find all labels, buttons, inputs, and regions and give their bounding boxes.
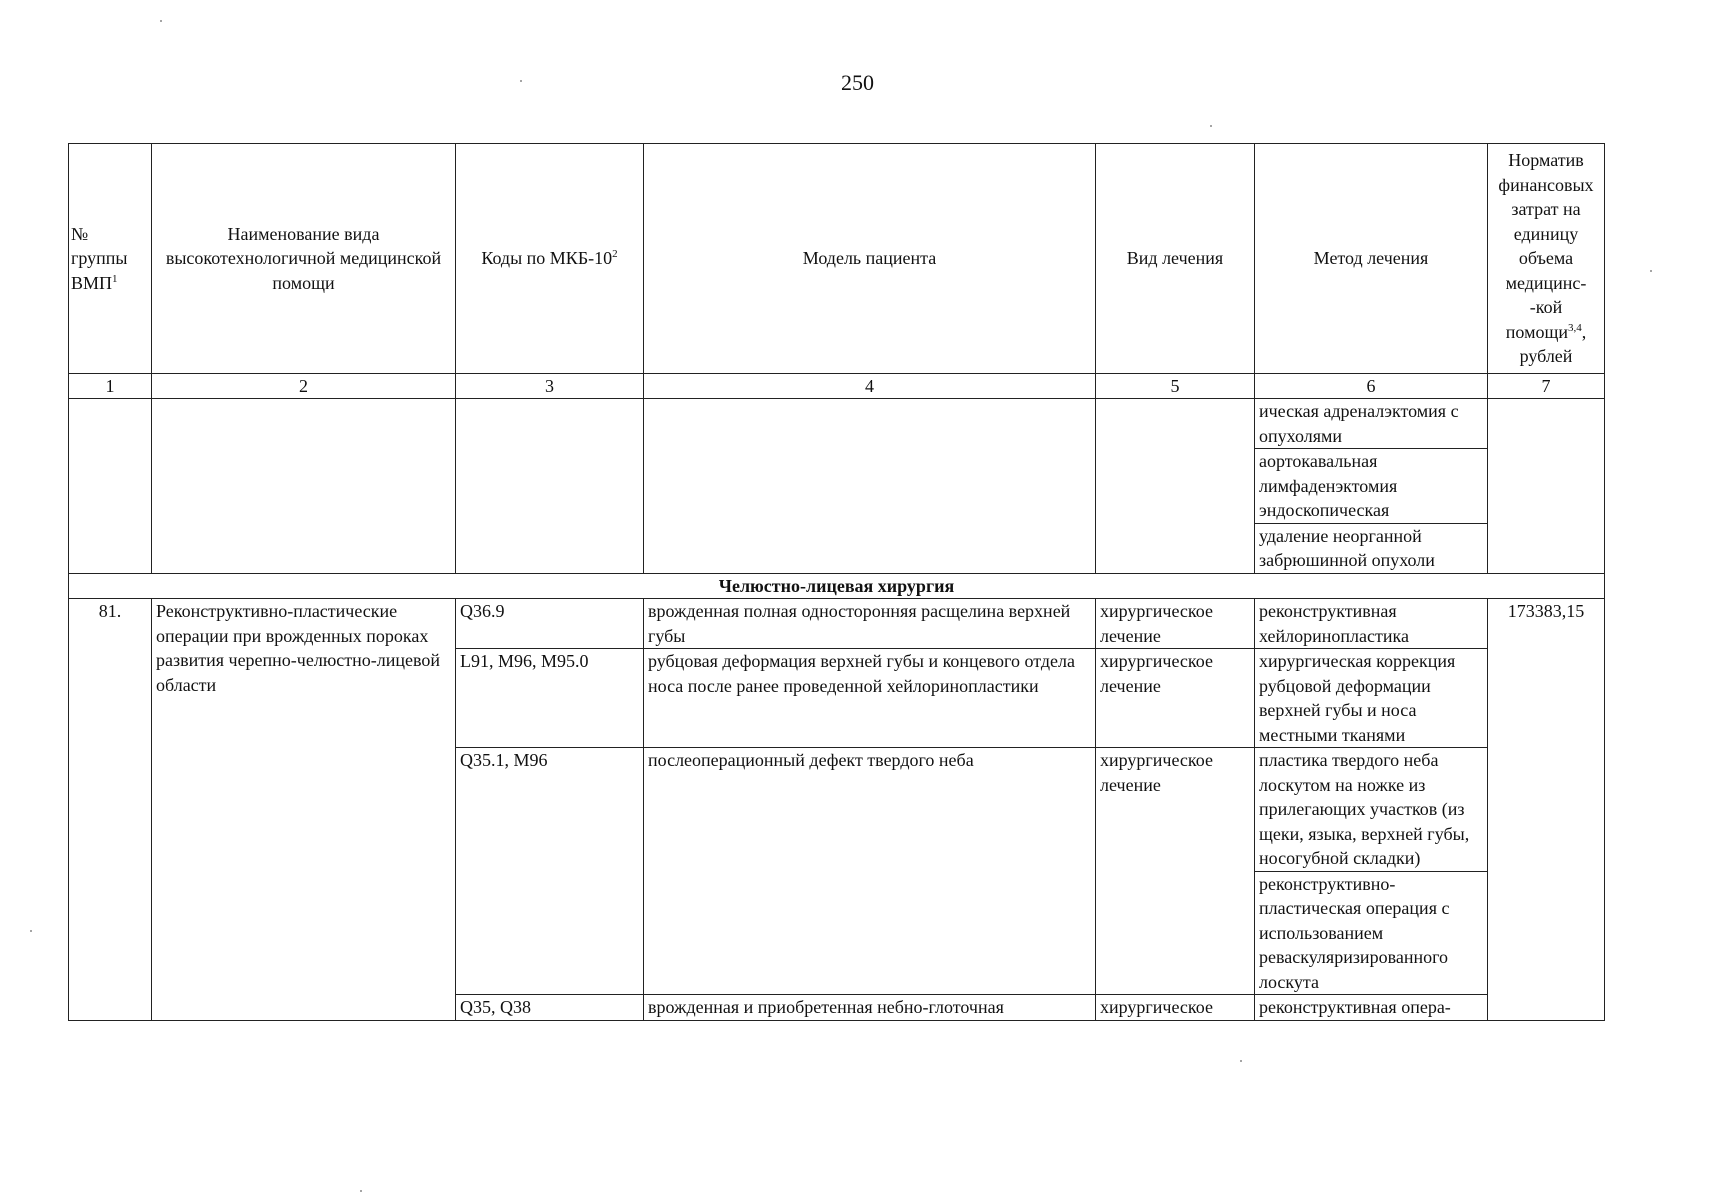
table-cell (69, 399, 152, 574)
method-list (1255, 599, 1488, 649)
column-number: 1 (69, 373, 152, 399)
vmp-table (68, 143, 1605, 1021)
continuation-row (69, 399, 1605, 574)
method-item: реконструктивная опера- (1259, 997, 1451, 1017)
page-number: 250 (841, 70, 874, 95)
table-cell (1488, 399, 1605, 574)
header-treatment-method: Метод лечения (1255, 144, 1488, 374)
column-number: 6 (1255, 373, 1488, 399)
method-list (1255, 399, 1488, 574)
section-row (69, 573, 1605, 599)
scan-speck (520, 80, 522, 82)
cost-norm: 173383,15 (1488, 599, 1605, 1021)
section-title: Челюстно-лицевая хирургия (69, 573, 1605, 599)
treatment-type: хирургическое (1096, 995, 1255, 1021)
header-patient-model: Модель пациента (644, 144, 1096, 374)
scan-speck (160, 20, 162, 22)
table-cell (152, 399, 456, 574)
column-number: 3 (456, 373, 644, 399)
column-number: 7 (1488, 373, 1605, 399)
patient-model: врожденная и приобретенная небно-глоточная (644, 995, 1096, 1021)
column-number: 2 (152, 373, 456, 399)
method-item: пластика твердого неба лоскутом на ножке из прилегающих участков (из щеки, языка, верхней губы, носогубной складки) (1255, 748, 1487, 872)
scan-speck (360, 1190, 362, 1192)
header-icd-codes: Коды по МКБ-$10^2$ (456, 144, 644, 374)
treatment-type: хирургическое лечение (1096, 599, 1255, 649)
column-number: 5 (1096, 373, 1255, 399)
header-row (69, 144, 1605, 374)
method-list (1255, 995, 1488, 1021)
scan-speck (1650, 270, 1652, 272)
table-cell (644, 399, 1096, 574)
method-item: аортокавальная лимфаденэктомия эндоскопическая (1255, 449, 1487, 524)
icd-codes: Q35, Q38 (456, 995, 644, 1021)
header-care-type: Наименование вида высокотехнологичной медицинской помощи (152, 144, 456, 374)
icd-codes: L91, M96, M95.0 (456, 649, 644, 748)
scan-speck (1210, 125, 1212, 127)
treatment-type: хирургическое лечение (1096, 649, 1255, 748)
method-list (1255, 748, 1488, 995)
method-item: удаление неорганной забрюшинной опухоли (1259, 525, 1435, 570)
icd-codes: Q36.9 (456, 599, 644, 649)
patient-model: послеоперационный дефект твердого неба (644, 748, 1096, 995)
patient-model: врожденная полная односторонняя расщелина верхней губы (644, 599, 1096, 649)
table-cell (456, 399, 644, 574)
method-item: хирургическая коррекция рубцовой деформации верхней губы и носа местными тканями (1259, 651, 1456, 745)
method-item: ическая адреналэктомия с опухолями (1255, 399, 1487, 449)
scan-speck (1240, 1060, 1242, 1062)
header-cost-norm: Норматив финансовых затрат на единицу объема медицинс- -кой помощи$^{3,4}$, рублей (1488, 144, 1605, 374)
column-number: 4 (644, 373, 1096, 399)
table-row (69, 599, 1605, 649)
scan-speck (30, 930, 32, 932)
care-type-name: Реконструктивно-пластические операции при врожденных пороках развития черепно-челюстно-лицевой области (152, 599, 456, 1021)
column-number-row (69, 373, 1605, 399)
table-cell (1096, 399, 1255, 574)
method-item: реконструктивная хейлоринопластика (1259, 601, 1409, 646)
patient-model: рубцовая деформация верхней губы и концевого отдела носа после ранее проведенной хейлоринопластики (644, 649, 1096, 748)
treatment-type: хирургическое лечение (1096, 748, 1255, 995)
header-group-number: № группы ВМП$^1$ (69, 144, 152, 374)
method-list (1255, 649, 1488, 748)
group-number: 81. (69, 599, 152, 1021)
icd-codes: Q35.1, M96 (456, 748, 644, 995)
method-item: реконструктивно-пластическая операция с использованием реваскуляризированного лоскута (1259, 873, 1450, 992)
header-treatment-type: Вид лечения (1096, 144, 1255, 374)
